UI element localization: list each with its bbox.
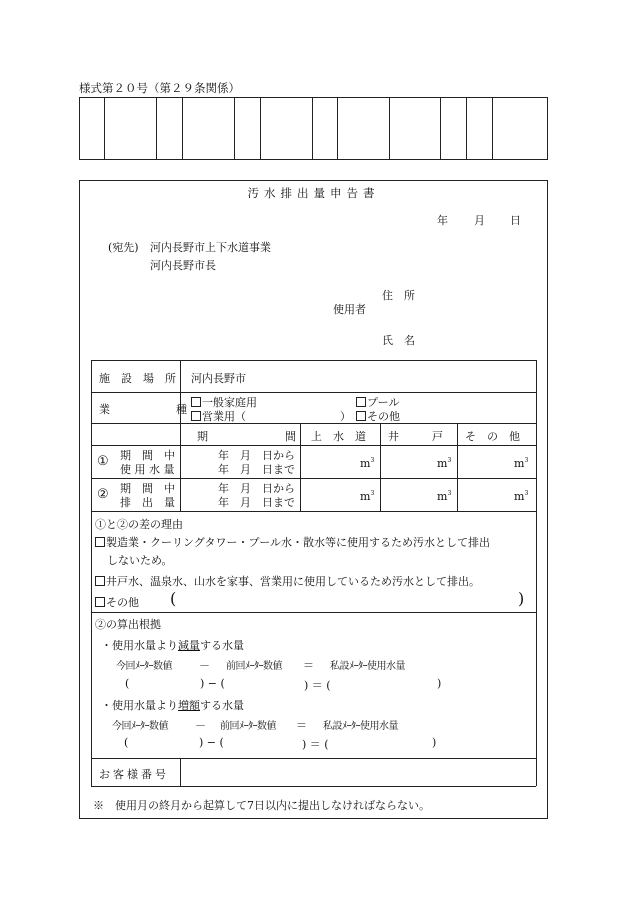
formula-open: ( <box>125 677 130 690</box>
addressee-line1: 河内長野市上下水道事業 <box>150 241 271 254</box>
row2-number: ② <box>97 487 109 502</box>
reason-paren-close: ) <box>518 589 525 608</box>
formula-close: ) <box>432 736 437 749</box>
checkbox[interactable] <box>95 537 105 547</box>
table-rule <box>380 423 381 511</box>
table-rule <box>91 445 536 446</box>
formula-equals: ) ＝ ( <box>304 679 331 692</box>
submission-note: ※ 使用月の終月から起算して7日以内に提出しなければならない。 <box>93 799 430 812</box>
stamp-divider <box>466 98 467 159</box>
checkbox[interactable] <box>191 411 201 421</box>
stamp-divider <box>440 98 441 159</box>
address-label: 住 所 <box>382 289 415 302</box>
name-label: 氏 名 <box>382 334 415 347</box>
header-period: 期 間 <box>197 430 296 443</box>
table-rule <box>536 360 537 786</box>
checkbox[interactable] <box>95 576 105 586</box>
table-rule <box>91 478 536 479</box>
row1-label1: 期 間 中 <box>120 449 175 462</box>
basis-increase-heading: ・使用水量より増額する水量 <box>101 699 244 712</box>
checkbox[interactable] <box>356 397 366 407</box>
stamp-divider <box>104 98 105 159</box>
stamp-divider <box>492 98 493 159</box>
row1-unit-other: $m^3$ <box>514 457 529 470</box>
basis-private-label: 私設ﾒｰﾀｰ使用水量 <box>330 661 405 672</box>
stamp-divider <box>182 98 183 159</box>
table-rule <box>91 360 92 786</box>
table-rule <box>91 423 536 424</box>
stamp-divider <box>234 98 235 159</box>
table-rule <box>91 392 536 393</box>
reason-option1[interactable]: 製造業・クーリングタワー・プール水・散水等に使用するため汚水として排出 <box>95 534 490 550</box>
formula-minus: ) − ( <box>200 677 225 690</box>
form-number: 様式第２０号（第２９条関係） <box>79 81 240 95</box>
form-title: 汚水排出量申告書 <box>247 186 380 200</box>
stamp-divider <box>156 98 157 159</box>
row1-from: 年 月 日から <box>218 449 295 462</box>
row2-unit-well: $m^3$ <box>437 490 452 503</box>
basis-current-label: 今回ﾒｰﾀｰ数値 <box>116 661 172 672</box>
row1-number: ① <box>97 454 109 469</box>
approval-stamp-grid <box>79 97 548 160</box>
stamp-divider <box>389 98 390 159</box>
table-rule <box>180 360 181 511</box>
basis-minus: － <box>199 659 210 672</box>
basis-previous-label: 前回ﾒｰﾀｰ数値 <box>226 661 282 672</box>
formula-minus: ) − ( <box>199 736 224 749</box>
basis-previous-label: 前回ﾒｰﾀｰ数値 <box>220 721 276 732</box>
commercial-close: ） <box>340 410 351 423</box>
business-label: 業 種 <box>99 403 187 416</box>
row1-unit-well: $m^3$ <box>437 457 452 470</box>
basis-private-label: 私設ﾒｰﾀｰ使用水量 <box>323 721 398 732</box>
basis-decrease-heading: ・使用水量より減量する水量 <box>101 639 244 652</box>
declaration-form <box>79 180 548 819</box>
addressee-line2: 河内長野市長 <box>150 259 216 272</box>
checkbox[interactable] <box>95 597 105 607</box>
basis-equals: ＝ <box>296 719 307 732</box>
row2-until: 年 月 日まで <box>218 496 295 509</box>
formula-open: ( <box>124 736 129 749</box>
option-commercial[interactable]: 営業用（ <box>191 408 246 424</box>
reason-title: ①と②の差の理由 <box>95 518 183 531</box>
basis-equals: ＝ <box>303 659 314 672</box>
table-rule <box>91 612 536 613</box>
basis-current-label: 今回ﾒｰﾀｰ数値 <box>112 721 168 732</box>
reason-paren-open: ( <box>170 589 177 608</box>
row1-label2: 使 用 水 量 <box>120 463 175 476</box>
table-rule <box>457 423 458 511</box>
facility-label: 施 設 場 所 <box>99 372 176 385</box>
option-other[interactable]: その他 <box>356 408 400 424</box>
header-other: そ の 他 <box>465 430 520 443</box>
row1-unit-water: $m^3$ <box>360 457 375 470</box>
facility-value: 河内長野市 <box>191 372 246 385</box>
customer-number-label: お客様番号 <box>99 768 169 781</box>
addressee-prefix: (宛先) <box>108 241 139 254</box>
option-household[interactable]: 一般家庭用 <box>191 394 257 410</box>
customer-number-field[interactable] <box>181 759 536 786</box>
table-rule <box>91 786 536 787</box>
formula-close: ) <box>437 677 442 690</box>
row2-unit-other: $m^3$ <box>514 490 529 503</box>
date-day: 日 <box>510 214 521 227</box>
row1-until: 年 月 日まで <box>218 463 295 476</box>
reason-option1-cont: しないため。 <box>107 554 173 567</box>
row2-from: 年 月 日から <box>218 482 295 495</box>
row2-label2: 排 出 量 <box>120 496 175 509</box>
option-pool[interactable]: プール <box>356 394 399 410</box>
table-rule <box>300 423 301 511</box>
checkbox[interactable] <box>191 397 201 407</box>
basis-minus: － <box>195 719 206 732</box>
date-year: 年 <box>437 214 448 227</box>
checkbox[interactable] <box>356 411 366 421</box>
formula-equals: ) ＝ ( <box>302 738 329 751</box>
reason-option2[interactable]: 井戸水、温泉水、山水を家事、営業用に使用しているため汚水として排出。 <box>95 573 480 589</box>
header-well: 井 戸 <box>388 430 443 443</box>
row2-label1: 期 間 中 <box>120 482 175 495</box>
table-rule <box>91 511 536 512</box>
stamp-divider <box>312 98 313 159</box>
row2-unit-water: $m^3$ <box>360 490 375 503</box>
date-month: 月 <box>474 214 485 227</box>
table-rule <box>91 360 536 361</box>
header-water-supply: 上 水 道 <box>311 430 366 443</box>
basis-title: ②の算出根拠 <box>95 618 161 631</box>
user-label: 使用者 <box>333 303 366 316</box>
reason-option3[interactable]: その他 <box>95 594 139 610</box>
stamp-divider <box>337 98 338 159</box>
stamp-divider <box>260 98 261 159</box>
